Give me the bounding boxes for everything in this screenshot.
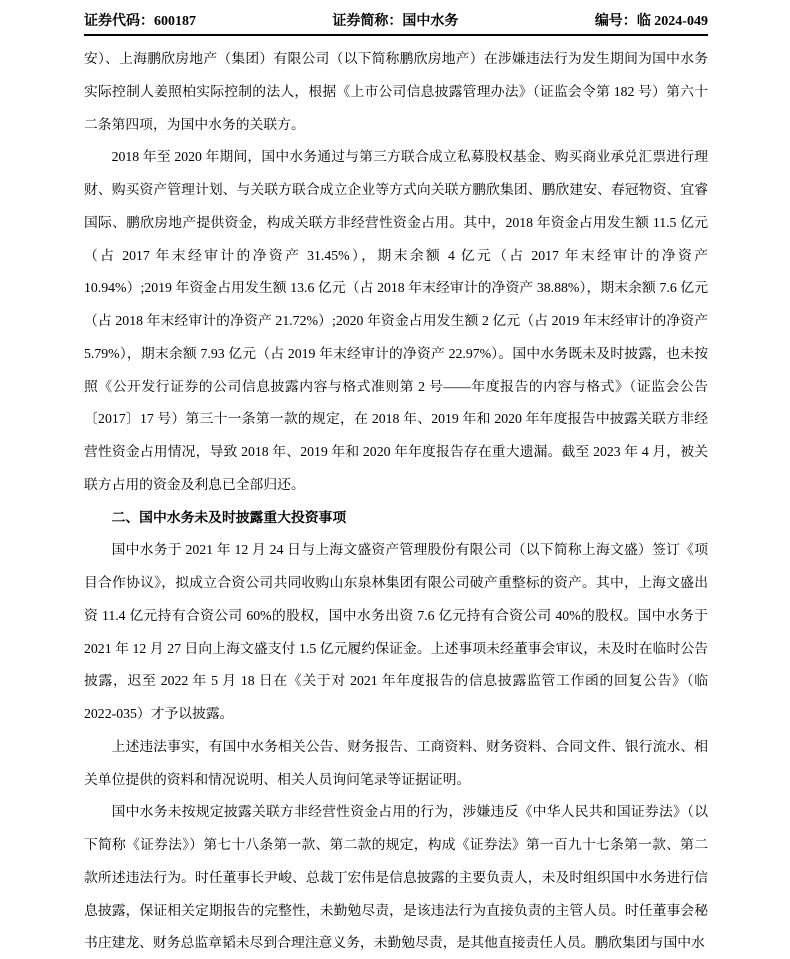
paragraph: 国中水务未按规定披露关联方非经营性资金占用的行为，涉嫌违反《中华人民共和国证券法》（以下简称《证券法》）第七十八条第一款、第二款的规定，构成《证券法》第一百九十七条第一款、第二款所述违法行为。时任董事长尹峻、总裁丁宏伟是信息披露的主要负责人，未及时组织国中水务进行信息披露，保证相关定期报告的完整性，未勤勉尽责，是该违法行为直接负责的主管人员。时任董事会秘书庄建龙、财务总监章韬未尽到合理注意义务，未勤勉尽责，是其他直接责任人员。鹏欣集团与国中水 (84, 804, 708, 951)
announcement-number-label: 编号： (594, 14, 637, 29)
announcement-number-value: 临 2024-049 (636, 14, 708, 29)
document-header (84, 13, 708, 36)
section-heading: 二、国中水务未及时披露重大投资事项 (111, 509, 347, 525)
securities-name (332, 13, 458, 31)
document-body (84, 43, 708, 959)
securities-code (84, 13, 196, 31)
paragraph: 上述违法事实，有国中水务相关公告、财务报告、工商资料、财务资料、合同文件、银行流水、相关单位提供的资料和情况说明、相关人员询问笔录等证据证明。 (84, 738, 708, 787)
securities-name-label: 证券简称： (332, 14, 403, 29)
announcement-number (595, 13, 708, 31)
securities-code-value: 600187 (154, 14, 196, 29)
paragraph: 国中水务于 2021 年 12 月 24 日与上海文盛资产管理股份有限公司（以下简称上海文盛）签订《项目合作协议》，拟成立合资公司共同收购山东泉林集团有限公司破产重整标的资产。其中，上海文盛出资 11.4 亿元持有合资公司 60%的股权，国中水务出资 7.6 亿元持有合资公司 40%的股权。国中水务于 2021 年 12 月 27 日向上海文盛支付 1.5 亿元履约保证金。上述事项未经董事会审议，未及时在临时公告披露，迟至 2022 年 5 月 18 日在《关于对 2021 年年度报告的信息披露监管工作函的回复公告》（临 2022-035）才予以披露。 (84, 542, 708, 721)
paragraph-continuation: 安）、上海鹏欣房地产（集团）有限公司（以下简称鹏欣房地产）在涉嫌违法行为发生期间为国中水务实际控制人姜照柏实际控制的法人，根据《上市公司信息披露管理办法》（证监会令第 182 号）第六十二条第四项，为国中水务的关联方。 (84, 51, 708, 132)
securities-name-value: 国中水务 (402, 14, 459, 29)
paragraph: 2018 年至 2020 年期间，国中水务通过与第三方联合成立私募股权基金、购买商业承兑汇票进行理财、购买资产管理计划、与关联方联合成立企业等方式向关联方鹏欣集团、鹏欣建安、春冠物资、宜睿国际、鹏欣房地产提供资金，构成关联方非经营性资金占用。其中，2018 年资金占用发生额 11.5 亿元（占 2017 年末经审计的净资产 31.45%），期末余额 4 亿元（占 2017 年末经审计的净资产 10.94%）;2019 年资金占用发生额 13.6 亿元（占 2018 年末经审计的净资产 38.88%），期末余额 7.6 亿元（占 2018 年末经审计的净资产 21.72%）;2020 年资金占用发生额 2 亿元（占 2019 年末经审计的净资产 5.79%），期末余额 7.93 亿元（占 2019 年末经审计的净资产 22.97%）。国中水务既未及时披露，也未按照《公开发行证券的公司信息披露内容与格式准则第 2 号——年度报告的内容与格式》（证监会公告〔2017〕17 号）第三十一条第一款的规定，在 2018 年、2019 年和 2020 年年度报告中披露关联方非经营性资金占用情况，导致 2018 年、2019 年和 2020 年年度报告存在重大遗漏。截至 2023 年 4 月，被关联方占用的资金及利息已全部归还。 (84, 149, 708, 492)
securities-code-label: 证券代码： (84, 14, 154, 29)
